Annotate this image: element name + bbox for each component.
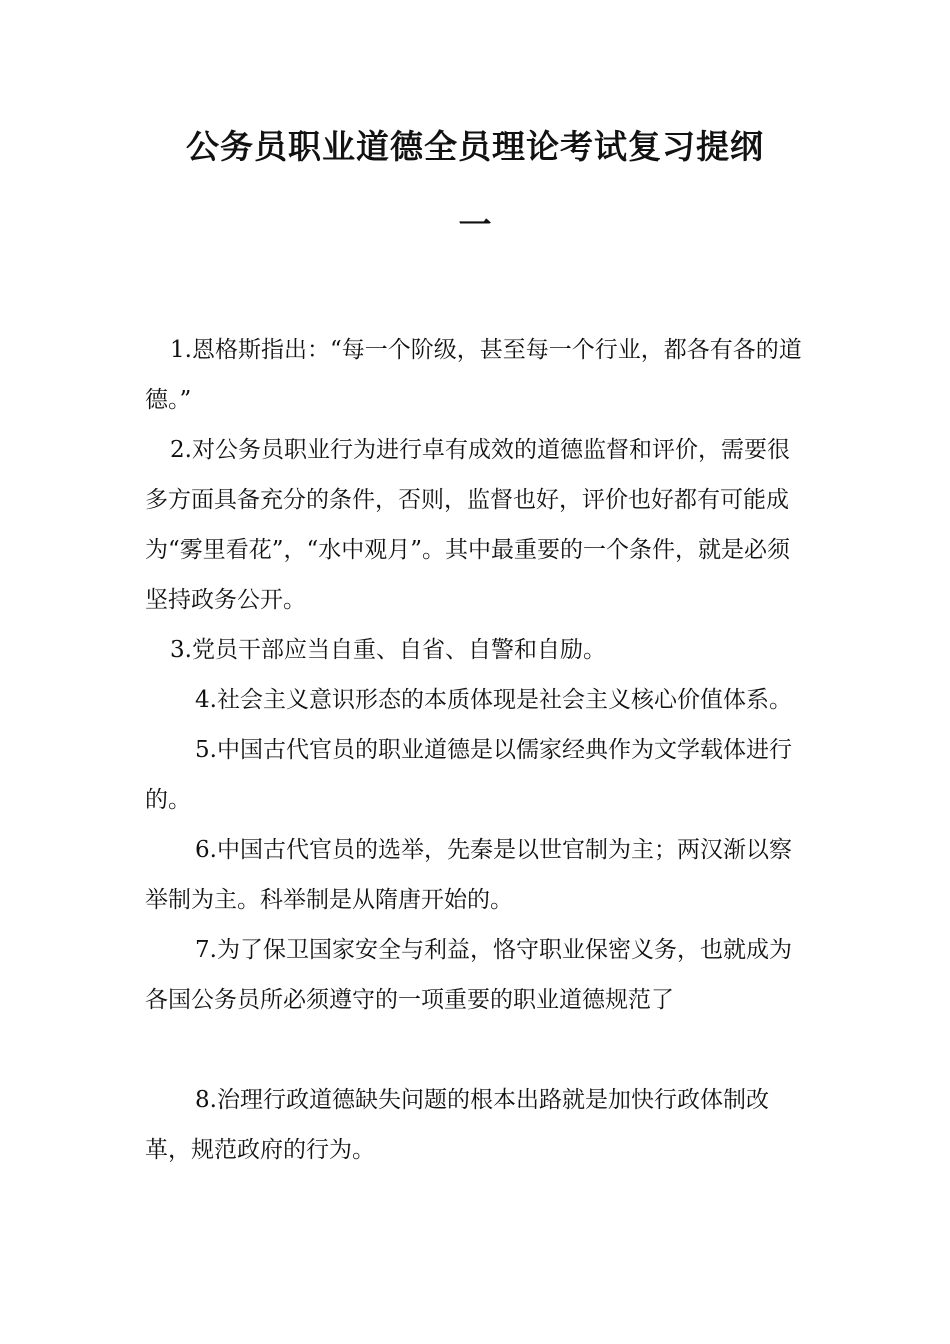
paragraph-4: 4.社会主义意识形态的本质体现是社会主义核心价值体系。 [195, 687, 792, 713]
paragraph-3: 3.党员干部应当自重、自省、自警和自励。 [170, 637, 606, 663]
blank-line [145, 1025, 805, 1075]
document-title: 公务员职业道德全员理论考试复习提纲 [186, 127, 764, 166]
paragraph-7: 7.为了保卫国家安全与利益，恪守职业保密义务，也就成为各国公务员所必须遵守的一项重要的职业道德规范了 [145, 937, 792, 1013]
paragraph-6: 6.中国古代官员的选举，先秦是以世官制为主；两汉渐以察举制为主。科举制是从隋唐开始的。 [145, 837, 792, 913]
paragraph-5: 5.中国古代官员的职业道德是以儒家经典作为文学载体进行的。 [145, 737, 792, 813]
paragraph-8: 8.治理行政道德缺失问题的根本出路就是加快行政体制改革，规范政府的行为。 [145, 1087, 769, 1163]
document-body [145, 325, 805, 1175]
section-mark: 一 [458, 205, 492, 244]
paragraph-1: 1.恩格斯指出：“每一个阶级，甚至每一个行业，都各有各的道德。” [145, 337, 802, 413]
paragraph-2: 2.对公务员职业行为进行卓有成效的道德监督和评价，需要很多方面具备充分的条件，否则，监督也好，评价也好都有可能成为“雾里看花”，“水中观月”。其中最重要的一个条件，就是必须坚持政务公开。 [145, 437, 791, 613]
